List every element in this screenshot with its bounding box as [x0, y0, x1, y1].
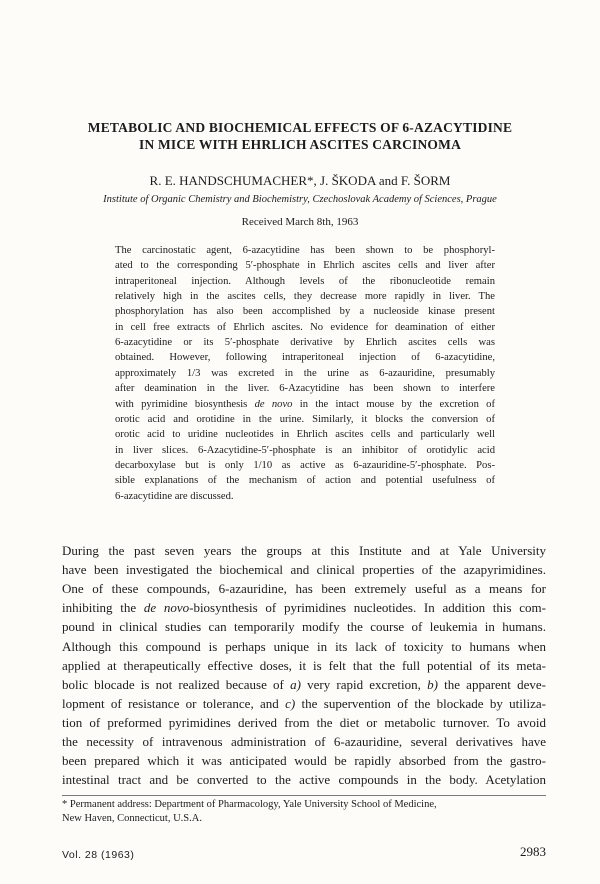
- body-line: Although this compound is perhaps unique in its lack of toxicity to humans when: [62, 638, 546, 654]
- abstract-line: obtained. However, following intraperitoneal injection of 6-azacytidine,: [115, 352, 495, 364]
- affiliation: Institute of Organic Chemistry and Biochemistry, Czechoslovak Academy of Sciences, Prague: [103, 194, 497, 205]
- title-line-1: METABOLIC AND BIOCHEMICAL EFFECTS OF 6-AZACYTIDINE: [87, 120, 513, 135]
- abstract-line: phosphorylation has also been accomplished by a nucleoside kinase present: [115, 306, 495, 318]
- body-line: bolic blocade is not realized because of a) very rapid excretion, b) the apparent deve-: [62, 676, 546, 692]
- body-line: the necessity of intravenous administration of 6-azauridine, several derivatives have: [62, 734, 546, 749]
- received-date: Received March 8th, 1963: [241, 216, 359, 228]
- abstract-line: with pyrimidine biosynthesis de novo in the intact mouse by the excretion of: [115, 398, 495, 410]
- abstract-line: orotic acid to uridine nucleotides in Ehrlich ascites cells and particularly well: [115, 429, 495, 441]
- body-line: During the past seven years the groups at this Institute and at Yale University: [62, 543, 546, 558]
- body-line: One of these compounds, 6-azauridine, has been extremely useful as a means for: [62, 581, 546, 597]
- abstract-line: in cell free extracts of Ehrlich ascites. No evidence for deamination of either: [115, 321, 495, 333]
- body-line: inhibiting the de novo-biosynthesis of pyrimidines nucleotides. In addition this com-: [62, 600, 546, 616]
- body-line: have been investigated the biochemical and clinical properties of the azapyrimidines.: [62, 562, 546, 578]
- abstract-line: in liver slices. 6-Azacytidine-5′-phosphate is an inhibitor of orotidylic acid: [115, 444, 495, 456]
- abstract-line: relatively high in the ascites cells, they decrease more rapidly in liver. The: [115, 291, 495, 303]
- body-line: applied at therapeutically effective doses, it is felt that the full potential of its meta-: [62, 657, 546, 673]
- page-number: 2983: [520, 844, 546, 859]
- footnote-line-1: * Permanent address: Department of Pharmacology, Yale University School of Medicine,: [62, 799, 437, 810]
- abstract-line: sible explanations of the mechanism of action and potential usefulness of: [115, 475, 495, 487]
- footnote-divider: [62, 795, 546, 796]
- abstract-line: The carcinostatic agent, 6-azacytidine has been shown to be phosphoryl-: [115, 245, 495, 256]
- title-line-2: IN MICE WITH EHRLICH ASCITES CARCINOMA: [138, 137, 462, 152]
- abstract-line: orotic acid and orotidine in the urine. Similarly, it blocks the conversion of: [115, 413, 495, 425]
- authors: R. E. HANDSCHUMACHER*, J. ŠKODA and F. ŠORM: [149, 173, 451, 188]
- abstract-line: 6-azacytidine are discussed.: [115, 490, 234, 502]
- body-line: intestinal tract and be converted to the active compounds in the body. Acetylation: [62, 772, 546, 788]
- abstract-line: after deamination in the liver. 6-Azacytidine has been shown to interfere: [115, 383, 495, 395]
- abstract-line: 6-azacytidine or its 5′-phosphate derivative by Ehrlich ascites cells was: [115, 337, 495, 349]
- body-line: tion of preformed pyrimidines derived from the diet or metabolic turnover. To avoid: [62, 714, 546, 730]
- abstract-line: intraperitoneal injection. Although levels of the ribonucleotide remain: [115, 275, 495, 287]
- body-line: pound in clinical studies can temporarily modify the course of leukemia in humans.: [62, 619, 546, 635]
- abstract-line: approximately 1/3 was excreted in the urine as 6-azauridine, presumably: [115, 367, 495, 379]
- body-line: been prepared which it was anticipated would be rapidly absorbed from the gastro-: [62, 753, 546, 769]
- abstract-line: ated to the corresponding 5′-phosphate in Ehrlich ascites cells and liver after: [115, 260, 495, 272]
- volume-info: Vol. 28 (1963): [62, 849, 135, 861]
- footnote-line-2: New Haven, Connecticut, U.S.A.: [62, 813, 202, 824]
- abstract-line: decarboxylase but is only 1/10 as active as 6-azauridine-5′-phosphate. Pos-: [115, 459, 495, 471]
- body-line: lopment of resistance or tolerance, and c) the supervention of the blockade by utiliza-: [62, 695, 546, 711]
